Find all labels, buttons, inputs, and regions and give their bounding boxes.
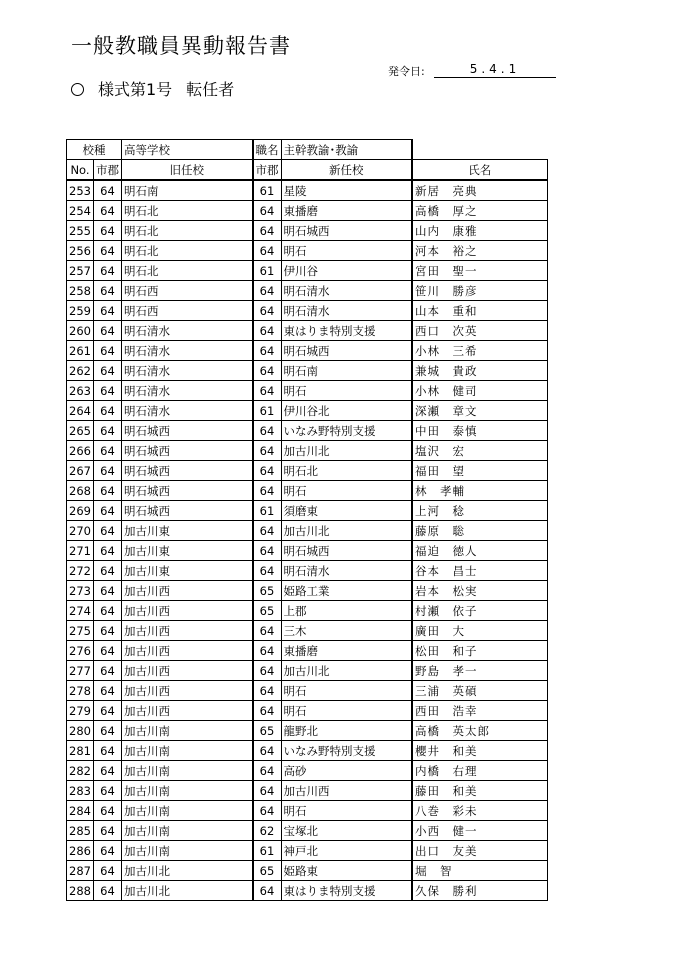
row-no: 264 (67, 401, 94, 421)
old-school: 明石西 (122, 281, 253, 301)
old-school: 明石北 (122, 221, 253, 241)
staff-name: 中田 泰慎 (412, 421, 547, 441)
staff-name: 林 孝輔 (412, 481, 547, 501)
new-school: 明石 (281, 681, 412, 701)
staff-name: 三浦 英碩 (412, 681, 547, 701)
new-city-code: 64 (253, 221, 282, 241)
staff-name: 内橋 右理 (412, 761, 547, 781)
col-header-city2: 市郡 (253, 160, 282, 181)
new-city-code: 64 (253, 801, 282, 821)
table-row (67, 321, 548, 341)
staff-name: 久保 勝利 (412, 881, 547, 901)
category-label: 転任者 (186, 80, 235, 99)
new-city-code: 64 (253, 201, 282, 221)
staff-name: 深瀬 章文 (412, 401, 547, 421)
table-row (67, 221, 548, 241)
staff-name: 小林 健司 (412, 381, 547, 401)
staff-name: 小林 三希 (412, 341, 547, 361)
row-no: 253 (67, 180, 94, 201)
issue-date-label: 発令日: (388, 65, 425, 78)
old-city-code: 64 (94, 701, 122, 721)
old-school: 加古川南 (122, 741, 253, 761)
staff-name: 出口 友美 (412, 841, 547, 861)
old-school: 加古川西 (122, 601, 253, 621)
position-value: 主幹教諭･教諭 (281, 140, 412, 160)
new-school: 高砂 (281, 761, 412, 781)
old-city-code: 64 (94, 401, 122, 421)
row-no: 257 (67, 261, 94, 281)
table-row (67, 861, 548, 881)
old-city-code: 64 (94, 721, 122, 741)
old-school: 明石城西 (122, 461, 253, 481)
new-school: 明石 (281, 801, 412, 821)
old-city-code: 64 (94, 221, 122, 241)
row-no: 279 (67, 701, 94, 721)
new-city-code: 64 (253, 661, 282, 681)
old-school: 明石清水 (122, 401, 253, 421)
staff-name: 上河 稔 (412, 501, 547, 521)
old-school: 明石南 (122, 180, 253, 201)
staff-name: 山内 康雅 (412, 221, 547, 241)
new-school: 姫路工業 (281, 581, 412, 601)
new-city-code: 64 (253, 881, 282, 901)
old-school: 明石清水 (122, 341, 253, 361)
old-city-code: 64 (94, 321, 122, 341)
old-city-code: 64 (94, 581, 122, 601)
row-no: 280 (67, 721, 94, 741)
table-row (67, 761, 548, 781)
staff-name: 河本 裕之 (412, 241, 547, 261)
new-city-code: 64 (253, 641, 282, 661)
new-school: 明石清水 (281, 301, 412, 321)
new-city-code: 64 (253, 381, 282, 401)
old-school: 加古川東 (122, 521, 253, 541)
new-city-code: 64 (253, 521, 282, 541)
staff-name: 小西 健一 (412, 821, 547, 841)
row-no: 261 (67, 341, 94, 361)
table-row (67, 381, 548, 401)
old-school: 加古川北 (122, 881, 253, 901)
new-school: 東はりま特別支援 (281, 321, 412, 341)
new-city-code: 64 (253, 321, 282, 341)
old-school: 明石北 (122, 241, 253, 261)
row-no: 272 (67, 561, 94, 581)
table-row (67, 581, 548, 601)
staff-name: 宮田 聖一 (412, 261, 547, 281)
old-school: 加古川南 (122, 721, 253, 741)
row-no: 255 (67, 221, 94, 241)
new-city-code: 62 (253, 821, 282, 841)
new-school: 明石南 (281, 361, 412, 381)
old-school: 加古川西 (122, 621, 253, 641)
old-school: 加古川東 (122, 541, 253, 561)
new-city-code: 64 (253, 241, 282, 261)
old-school: 加古川北 (122, 861, 253, 881)
new-city-code: 65 (253, 601, 282, 621)
row-no: 260 (67, 321, 94, 341)
old-city-code: 64 (94, 741, 122, 761)
row-no: 274 (67, 601, 94, 621)
new-school: 伊川谷北 (281, 401, 412, 421)
old-city-code: 64 (94, 641, 122, 661)
row-no: 288 (67, 881, 94, 901)
old-city-code: 64 (94, 281, 122, 301)
old-school: 明石清水 (122, 381, 253, 401)
issue-date-value: 5.4.1 (434, 62, 556, 78)
staff-name: 堀 智 (412, 861, 547, 881)
table-row (67, 281, 548, 301)
new-school: 明石北 (281, 461, 412, 481)
old-school: 明石城西 (122, 501, 253, 521)
row-no: 283 (67, 781, 94, 801)
old-city-code: 64 (94, 180, 122, 201)
old-city-code: 64 (94, 341, 122, 361)
row-no: 273 (67, 581, 94, 601)
table-row (67, 721, 548, 741)
staff-name: 西口 次英 (412, 321, 547, 341)
table-row (67, 201, 548, 221)
row-no: 287 (67, 861, 94, 881)
table-row (67, 641, 548, 661)
old-school: 加古川南 (122, 761, 253, 781)
table-header-row-2 (67, 160, 548, 181)
new-school: 明石 (281, 241, 412, 261)
table-row (67, 521, 548, 541)
new-school: 東はりま特別支援 (281, 881, 412, 901)
staff-name: 新居 亮典 (412, 180, 547, 201)
table-row (67, 180, 548, 201)
staff-name: 岩本 松実 (412, 581, 547, 601)
row-no: 275 (67, 621, 94, 641)
new-school: 三木 (281, 621, 412, 641)
new-school: 明石 (281, 381, 412, 401)
old-city-code: 64 (94, 821, 122, 841)
col-header-old-school: 旧任校 (122, 160, 253, 181)
old-city-code: 64 (94, 841, 122, 861)
row-no: 282 (67, 761, 94, 781)
table-row (67, 261, 548, 281)
new-school: 星陵 (281, 180, 412, 201)
new-city-code: 64 (253, 461, 282, 481)
old-city-code: 64 (94, 761, 122, 781)
new-city-code: 64 (253, 361, 282, 381)
circle-icon (71, 83, 84, 96)
table-row (67, 601, 548, 621)
transfer-table-body (67, 140, 548, 901)
new-city-code: 64 (253, 421, 282, 441)
staff-name: 高橋 英太郎 (412, 721, 547, 741)
new-school: 須磨東 (281, 501, 412, 521)
new-school: 明石 (281, 481, 412, 501)
table-row (67, 401, 548, 421)
staff-name: 野島 孝一 (412, 661, 547, 681)
header-blank (412, 140, 547, 160)
new-school: 東播磨 (281, 201, 412, 221)
old-city-code: 64 (94, 881, 122, 901)
old-school: 明石北 (122, 201, 253, 221)
new-city-code: 64 (253, 481, 282, 501)
staff-name: 塩沢 宏 (412, 441, 547, 461)
row-no: 271 (67, 541, 94, 561)
old-school: 加古川西 (122, 701, 253, 721)
new-school: 加古川西 (281, 781, 412, 801)
staff-name: 櫻井 和美 (412, 741, 547, 761)
old-city-code: 64 (94, 201, 122, 221)
staff-name: 村瀬 依子 (412, 601, 547, 621)
table-row (67, 681, 548, 701)
table-row (67, 301, 548, 321)
old-city-code: 64 (94, 561, 122, 581)
table-row (67, 881, 548, 901)
table-row (67, 441, 548, 461)
new-city-code: 64 (253, 761, 282, 781)
old-school: 明石城西 (122, 441, 253, 461)
new-school: 明石 (281, 701, 412, 721)
old-school: 明石北 (122, 261, 253, 281)
new-city-code: 61 (253, 841, 282, 861)
new-city-code: 64 (253, 741, 282, 761)
row-no: 263 (67, 381, 94, 401)
new-school: 明石城西 (281, 541, 412, 561)
old-school: 加古川西 (122, 641, 253, 661)
col-header-no: No. (67, 160, 94, 181)
old-city-code: 64 (94, 661, 122, 681)
row-no: 269 (67, 501, 94, 521)
new-city-code: 65 (253, 581, 282, 601)
old-school: 加古川南 (122, 821, 253, 841)
staff-name: 廣田 大 (412, 621, 547, 641)
old-city-code: 64 (94, 541, 122, 561)
row-no: 266 (67, 441, 94, 461)
old-school: 加古川南 (122, 801, 253, 821)
table-row (67, 421, 548, 441)
old-school: 加古川西 (122, 661, 253, 681)
old-city-code: 64 (94, 601, 122, 621)
position-label: 職名 (253, 140, 282, 160)
old-school: 明石清水 (122, 321, 253, 341)
table-row (67, 741, 548, 761)
old-school: 加古川南 (122, 781, 253, 801)
new-city-code: 64 (253, 441, 282, 461)
new-city-code: 61 (253, 401, 282, 421)
old-school: 明石西 (122, 301, 253, 321)
old-school: 明石清水 (122, 361, 253, 381)
old-school: 明石城西 (122, 421, 253, 441)
old-school: 加古川西 (122, 581, 253, 601)
table-row (67, 561, 548, 581)
table-row (67, 241, 548, 261)
table-row (67, 341, 548, 361)
row-no: 259 (67, 301, 94, 321)
old-school: 加古川西 (122, 681, 253, 701)
new-school: 加古川北 (281, 661, 412, 681)
row-no: 262 (67, 361, 94, 381)
row-no: 278 (67, 681, 94, 701)
staff-name: 高橋 厚之 (412, 201, 547, 221)
new-school: 伊川谷 (281, 261, 412, 281)
staff-name: 兼城 貴政 (412, 361, 547, 381)
new-city-code: 61 (253, 501, 282, 521)
new-school: いなみ野特別支援 (281, 741, 412, 761)
new-city-code: 65 (253, 721, 282, 741)
row-no: 285 (67, 821, 94, 841)
new-school: 宝塚北 (281, 821, 412, 841)
table-row (67, 501, 548, 521)
new-city-code: 64 (253, 301, 282, 321)
new-city-code: 64 (253, 701, 282, 721)
table-row (67, 481, 548, 501)
old-city-code: 64 (94, 441, 122, 461)
row-no: 268 (67, 481, 94, 501)
new-city-code: 61 (253, 180, 282, 201)
row-no: 286 (67, 841, 94, 861)
table-row (67, 361, 548, 381)
row-no: 254 (67, 201, 94, 221)
transfer-table (66, 139, 548, 901)
new-school: 明石清水 (281, 561, 412, 581)
staff-name: 藤田 和美 (412, 781, 547, 801)
old-city-code: 64 (94, 261, 122, 281)
old-city-code: 64 (94, 361, 122, 381)
row-no: 270 (67, 521, 94, 541)
table-row (67, 701, 548, 721)
staff-name: 松田 和子 (412, 641, 547, 661)
new-city-code: 65 (253, 861, 282, 881)
staff-name: 藤原 聡 (412, 521, 547, 541)
staff-name: 西田 浩幸 (412, 701, 547, 721)
old-school: 明石城西 (122, 481, 253, 501)
school-type-label: 校種 (67, 140, 122, 160)
table-row (67, 841, 548, 861)
old-city-code: 64 (94, 461, 122, 481)
old-school: 加古川南 (122, 841, 253, 861)
row-no: 277 (67, 661, 94, 681)
table-row (67, 821, 548, 841)
staff-name: 八巻 彩未 (412, 801, 547, 821)
row-no: 256 (67, 241, 94, 261)
old-city-code: 64 (94, 501, 122, 521)
new-school: いなみ野特別支援 (281, 421, 412, 441)
new-city-code: 64 (253, 541, 282, 561)
document-title: 一般教職員異動報告書 (71, 34, 291, 58)
new-city-code: 64 (253, 621, 282, 641)
table-header-row-1 (67, 140, 548, 160)
table-row (67, 781, 548, 801)
old-city-code: 64 (94, 301, 122, 321)
new-school: 龍野北 (281, 721, 412, 741)
staff-name: 福田 望 (412, 461, 547, 481)
old-city-code: 64 (94, 521, 122, 541)
new-city-code: 61 (253, 261, 282, 281)
new-school: 姫路東 (281, 861, 412, 881)
old-city-code: 64 (94, 421, 122, 441)
row-no: 284 (67, 801, 94, 821)
old-city-code: 64 (94, 381, 122, 401)
old-city-code: 64 (94, 781, 122, 801)
col-header-city: 市郡 (94, 160, 122, 181)
old-school: 加古川東 (122, 561, 253, 581)
old-city-code: 64 (94, 241, 122, 261)
new-school: 東播磨 (281, 641, 412, 661)
staff-name: 山本 重和 (412, 301, 547, 321)
row-no: 276 (67, 641, 94, 661)
staff-name: 谷本 昌士 (412, 561, 547, 581)
staff-name: 笹川 勝彦 (412, 281, 547, 301)
old-city-code: 64 (94, 681, 122, 701)
col-header-new-school: 新任校 (281, 160, 412, 181)
row-no: 267 (67, 461, 94, 481)
school-type-value: 高等学校 (122, 140, 253, 160)
new-city-code: 64 (253, 281, 282, 301)
new-school: 明石城西 (281, 341, 412, 361)
old-city-code: 64 (94, 801, 122, 821)
old-city-code: 64 (94, 621, 122, 641)
row-no: 281 (67, 741, 94, 761)
old-city-code: 64 (94, 861, 122, 881)
old-city-code: 64 (94, 481, 122, 501)
new-school: 上郡 (281, 601, 412, 621)
row-no: 258 (67, 281, 94, 301)
new-city-code: 64 (253, 681, 282, 701)
new-school: 加古川北 (281, 441, 412, 461)
table-row (67, 621, 548, 641)
new-school: 明石清水 (281, 281, 412, 301)
table-row (67, 461, 548, 481)
table-row (67, 661, 548, 681)
col-header-name: 氏名 (412, 160, 547, 181)
new-school: 神戸北 (281, 841, 412, 861)
new-city-code: 64 (253, 341, 282, 361)
table-row (67, 541, 548, 561)
new-school: 加古川北 (281, 521, 412, 541)
table-row (67, 801, 548, 821)
staff-name: 福迫 徳人 (412, 541, 547, 561)
new-city-code: 64 (253, 561, 282, 581)
row-no: 265 (67, 421, 94, 441)
form-subtitle (71, 77, 234, 100)
new-school: 明石城西 (281, 221, 412, 241)
new-city-code: 64 (253, 781, 282, 801)
form-number: 様式第1号 (98, 80, 173, 99)
